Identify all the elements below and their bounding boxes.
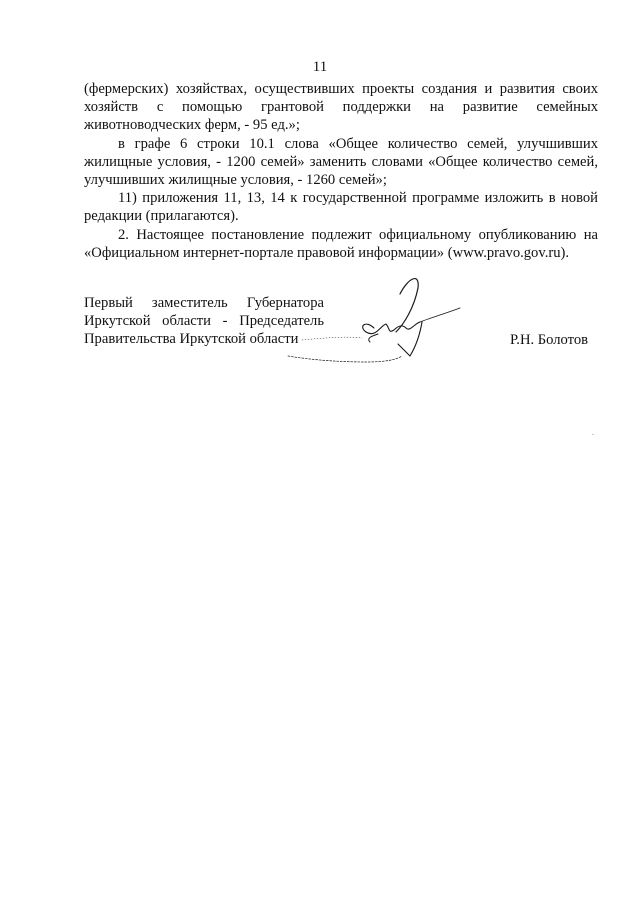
scan-artifact [592, 434, 594, 435]
signatory-name: Р.Н. Болотов [510, 332, 589, 348]
paragraph-appendices: 11) приложения 11, 13, 14 к государственной программе изложить в новой редакции (прилагаются). [84, 190, 598, 225]
document-body [84, 80, 598, 262]
paragraph-continuation: (фермерских) хозяйствах, осуществивших проекты создания и развития своих хозяйств с помощью грантовой поддержки на развитие семейных животноводческих ферм, - 95 ед.»; [84, 81, 598, 134]
signatory-title-line: Правительства Иркутской области [84, 331, 299, 347]
paragraph-publication: 2. Настоящее постановление подлежит официальному опубликованию на «Официальном интернет-портале правовой информации» (www.pravo.gov.ru). [84, 226, 598, 261]
signatory-title-line: Иркутской области - Председатель [84, 313, 324, 329]
handwritten-signature [262, 268, 482, 378]
paragraph-column-6-change: в графе 6 строки 10.1 слова «Общее количество семей, улучшивших жилищные условия, - 1200 семей» заменить словами «Общее количество семей, улучшивших жилищные условия, - 1260 семей»; [84, 135, 598, 189]
page-number: 11 [312, 59, 328, 75]
signatory-title-line: Первый заместитель Губернатора [84, 295, 324, 311]
